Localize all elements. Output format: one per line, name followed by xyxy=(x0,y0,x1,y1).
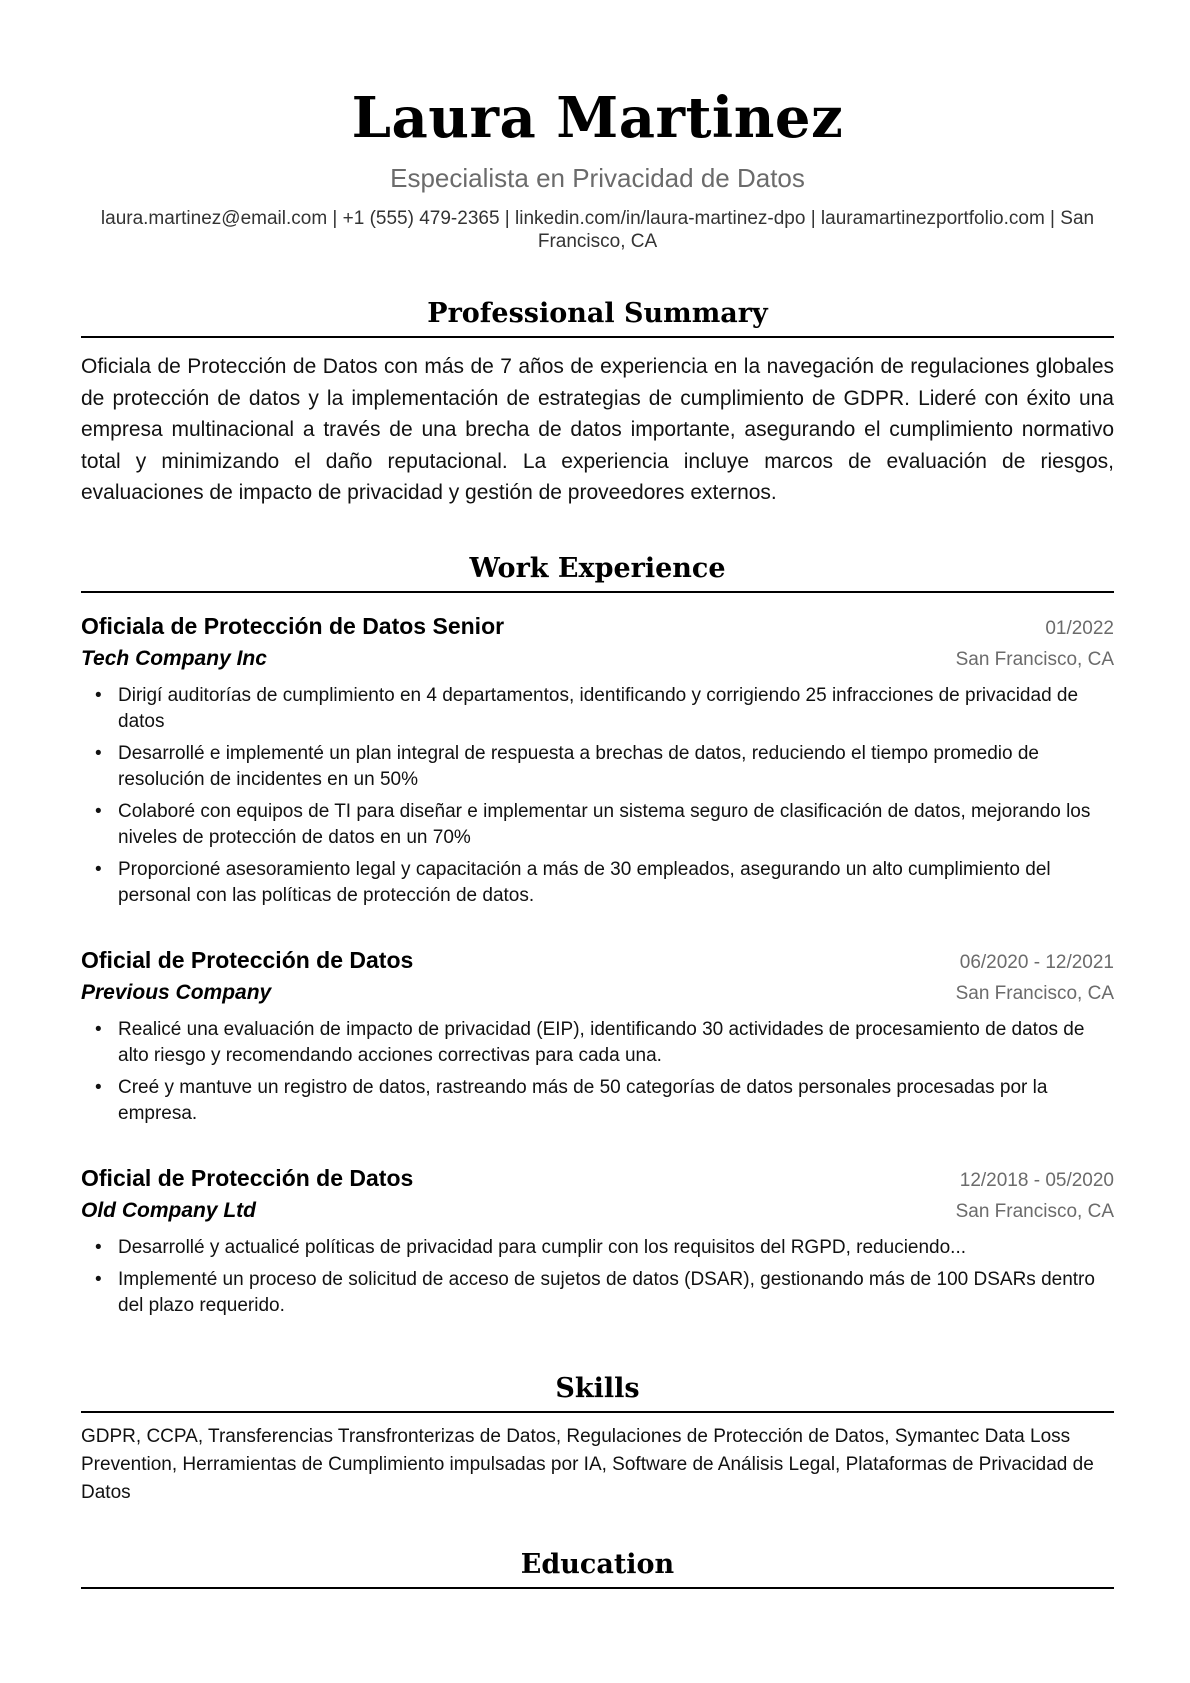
work-experience-heading: Work Experience xyxy=(81,551,1114,593)
job-company: Previous Company xyxy=(81,980,272,1004)
skills-text: GDPR, CCPA, Transferencias Transfronterizas de Datos, Regulaciones de Protección de Datos, Symantec Data Loss Prevention, Herramientas de Cumplimiento impulsadas por IA, Software de Análisis Legal, Plataformas de Privacidad de Datos xyxy=(81,1425,1094,1503)
contact-line-2: Francisco, CA xyxy=(537,231,658,252)
job-bullets xyxy=(81,683,1114,909)
job-location: San Francisco, CA xyxy=(955,648,1114,670)
job-bullet: • Colaboré con equipos de TI para diseñar e implementar un sistema seguro de clasificación de datos, mejorando los niveles de protección de datos en un 70% xyxy=(81,799,1114,851)
candidate-name: Laura Martinez xyxy=(351,85,844,151)
skills-heading: Skills xyxy=(81,1371,1114,1413)
job-entry xyxy=(81,945,1114,1127)
job-location: San Francisco, CA xyxy=(955,982,1114,1004)
job-bullet: • Implementé un proceso de solicitud de acceso de sujetos de datos (DSAR), gestionando más de 100 DSARs dentro del plazo requerido. xyxy=(81,1267,1114,1319)
summary-text: Oficiala de Protección de Datos con más de 7 años de experiencia en la navegación de regulaciones globales de protección de datos y la implementación de estrategias de cumplimiento de GDPR. Lideré con éxito una empresa multinacional a través de una brecha de datos importante, asegurando el cumplimiento normativo total y minimizando el daño reputacional. La experiencia incluye marcos de evaluación de riesgos, evaluaciones de impacto de privacidad y gestión de proveedores externos. xyxy=(81,355,1114,504)
job-date: 06/2020 - 12/2021 xyxy=(959,951,1114,973)
job-location: San Francisco, CA xyxy=(955,1200,1114,1222)
job-title: Oficiala de Protección de Datos Senior xyxy=(81,612,505,639)
job-bullets xyxy=(81,1235,1114,1319)
job-entry xyxy=(81,611,1114,909)
job-bullets xyxy=(81,1017,1114,1127)
summary-heading: Professional Summary xyxy=(81,296,1114,338)
job-bullet: • Proporcioné asesoramiento legal y capacitación a más de 30 empleados, asegurando un alto cumplimiento del personal con las políticas de protección de datos. xyxy=(81,857,1114,909)
job-date: 12/2018 - 05/2020 xyxy=(959,1169,1114,1191)
resume-page xyxy=(81,0,1114,1589)
job-title: Oficial de Protección de Datos xyxy=(81,1164,414,1191)
job-bullet: • Creé y mantuve un registro de datos, rastreando más de 50 categorías de datos personales procesadas por la empresa. xyxy=(81,1075,1114,1127)
contact-line-1: laura.martinez@email.com | +1 (555) 479-2365 | linkedin.com/in/laura-martinez-dpo | lauramartinezportfolio.com | San xyxy=(100,208,1095,229)
education-heading: Education xyxy=(81,1547,1114,1589)
job-bullet: • Desarrollé e implementé un plan integral de respuesta a brechas de datos, reduciendo el tiempo promedio de resolución de incidentes en un 50% xyxy=(81,741,1114,793)
contact-info xyxy=(81,207,1114,253)
job-title: Oficial de Protección de Datos xyxy=(81,946,414,973)
job-bullet: • Realicé una evaluación de impacto de privacidad (EIP), identificando 30 actividades de procesamiento de datos de alto riesgo y recomendando acciones correctivas para cada una. xyxy=(81,1017,1114,1069)
candidate-title: Especialista en Privacidad de Datos xyxy=(390,163,805,193)
job-bullet: • Desarrollé y actualicé políticas de privacidad para cumplir con los requisitos del RGPD, reduciendo... xyxy=(81,1235,1114,1261)
job-entry xyxy=(81,1163,1114,1319)
job-company: Old Company Ltd xyxy=(81,1198,256,1222)
job-company: Tech Company Inc xyxy=(81,646,267,670)
job-date: 01/2022 xyxy=(1045,617,1114,639)
job-bullet: • Dirigí auditorías de cumplimiento en 4 departamentos, identificando y corrigiendo 25 infracciones de privacidad de datos xyxy=(81,683,1114,735)
